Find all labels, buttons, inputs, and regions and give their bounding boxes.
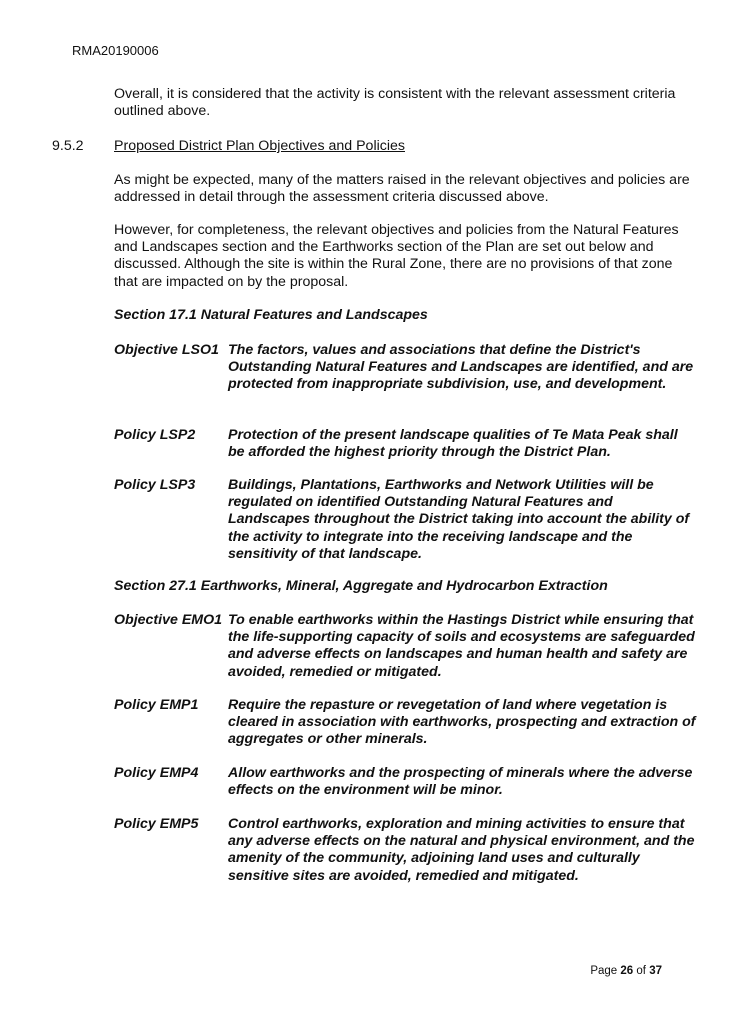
policy-text: Control earthworks, exploration and mining activities to ensure that any adverse effects on the natural and physical environment, and the amenity of the community, adjoining land uses and culturally sensitive sites are avoided, remedied and mitigated. <box>228 816 695 884</box>
objective-label: Objective LSO1 <box>114 342 219 358</box>
objective-label: Objective EMO1 <box>114 612 223 628</box>
policy-label: Policy EMP5 <box>114 816 199 832</box>
document-reference: RMA20190006 <box>72 43 159 58</box>
subsection-heading-earthworks: Section 27.1 Earthworks, Mineral, Aggregate and Hydrocarbon Extraction <box>114 578 608 594</box>
paragraph-overall: Overall, it is considered that the activity is consistent with the relevant assessment criteria outlined above. <box>114 86 676 120</box>
paragraph-expected: As might be expected, many of the matters raised in the relevant objectives and policies are addressed in detail through the assessment criteria discussed above. <box>114 172 690 206</box>
policy-text: Allow earthworks and the prospecting of minerals where the adverse effects on the environment will be minor. <box>228 765 693 799</box>
of-word: of <box>636 965 646 977</box>
policy-label: Policy LSP2 <box>114 427 196 443</box>
objective-text: To enable earthworks within the Hastings District while ensuring that the life-supporting capacity of soils and ecosystems are safeguarded and adverse effects on landscapes and human health and safety are avoided, remedied or mitigated. <box>228 612 695 680</box>
paragraph-however: However, for completeness, the relevant objectives and policies from the Natural Features and Landscapes section and the Earthworks section of the Plan are set out below and discussed. Although the site is within the Rural Zone, there are no provisions of that zone that are impacted on by the proposal. <box>114 222 679 290</box>
page-current: 26 <box>620 965 634 977</box>
page-number <box>590 965 662 977</box>
policy-text: Require the repasture or revegetation of land where vegetation is cleared in association with earthworks, prospecting and extraction of aggregates or other minerals. <box>228 697 696 748</box>
policy-emp1 <box>114 697 704 749</box>
section-number: 9.5.2 <box>52 138 84 154</box>
policy-text: Buildings, Plantations, Earthworks and Network Utilities will be regulated on identified Outstanding Natural Features and Landscapes throughout the District taking into account the ability of the activity to integrate into the receiving landscape and the sensitivity of that landscape. <box>228 477 690 562</box>
objective-emo1 <box>114 612 704 681</box>
section-title: Proposed District Plan Objectives and Policies <box>114 138 405 154</box>
policy-emp5 <box>114 816 704 885</box>
page-total: 37 <box>649 965 662 977</box>
page-word: Page <box>590 965 618 977</box>
objective-lso1 <box>114 342 704 394</box>
policy-label: Policy EMP1 <box>114 697 199 713</box>
policy-text: Protection of the present landscape qualities of Te Mata Peak shall be afforded the highest priority through the District Plan. <box>228 427 678 461</box>
policy-label: Policy EMP4 <box>114 765 199 781</box>
policy-label: Policy LSP3 <box>114 477 196 493</box>
policy-emp4 <box>114 765 704 799</box>
subsection-heading-landscapes: Section 17.1 Natural Features and Landscapes <box>114 307 428 323</box>
policy-lsp3 <box>114 477 704 563</box>
policy-lsp2 <box>114 427 704 461</box>
objective-text: The factors, values and associations that define the District's Outstanding Natural Features and Landscapes are identified, and are protected from inappropriate subdivision, use, and development. <box>228 342 694 393</box>
